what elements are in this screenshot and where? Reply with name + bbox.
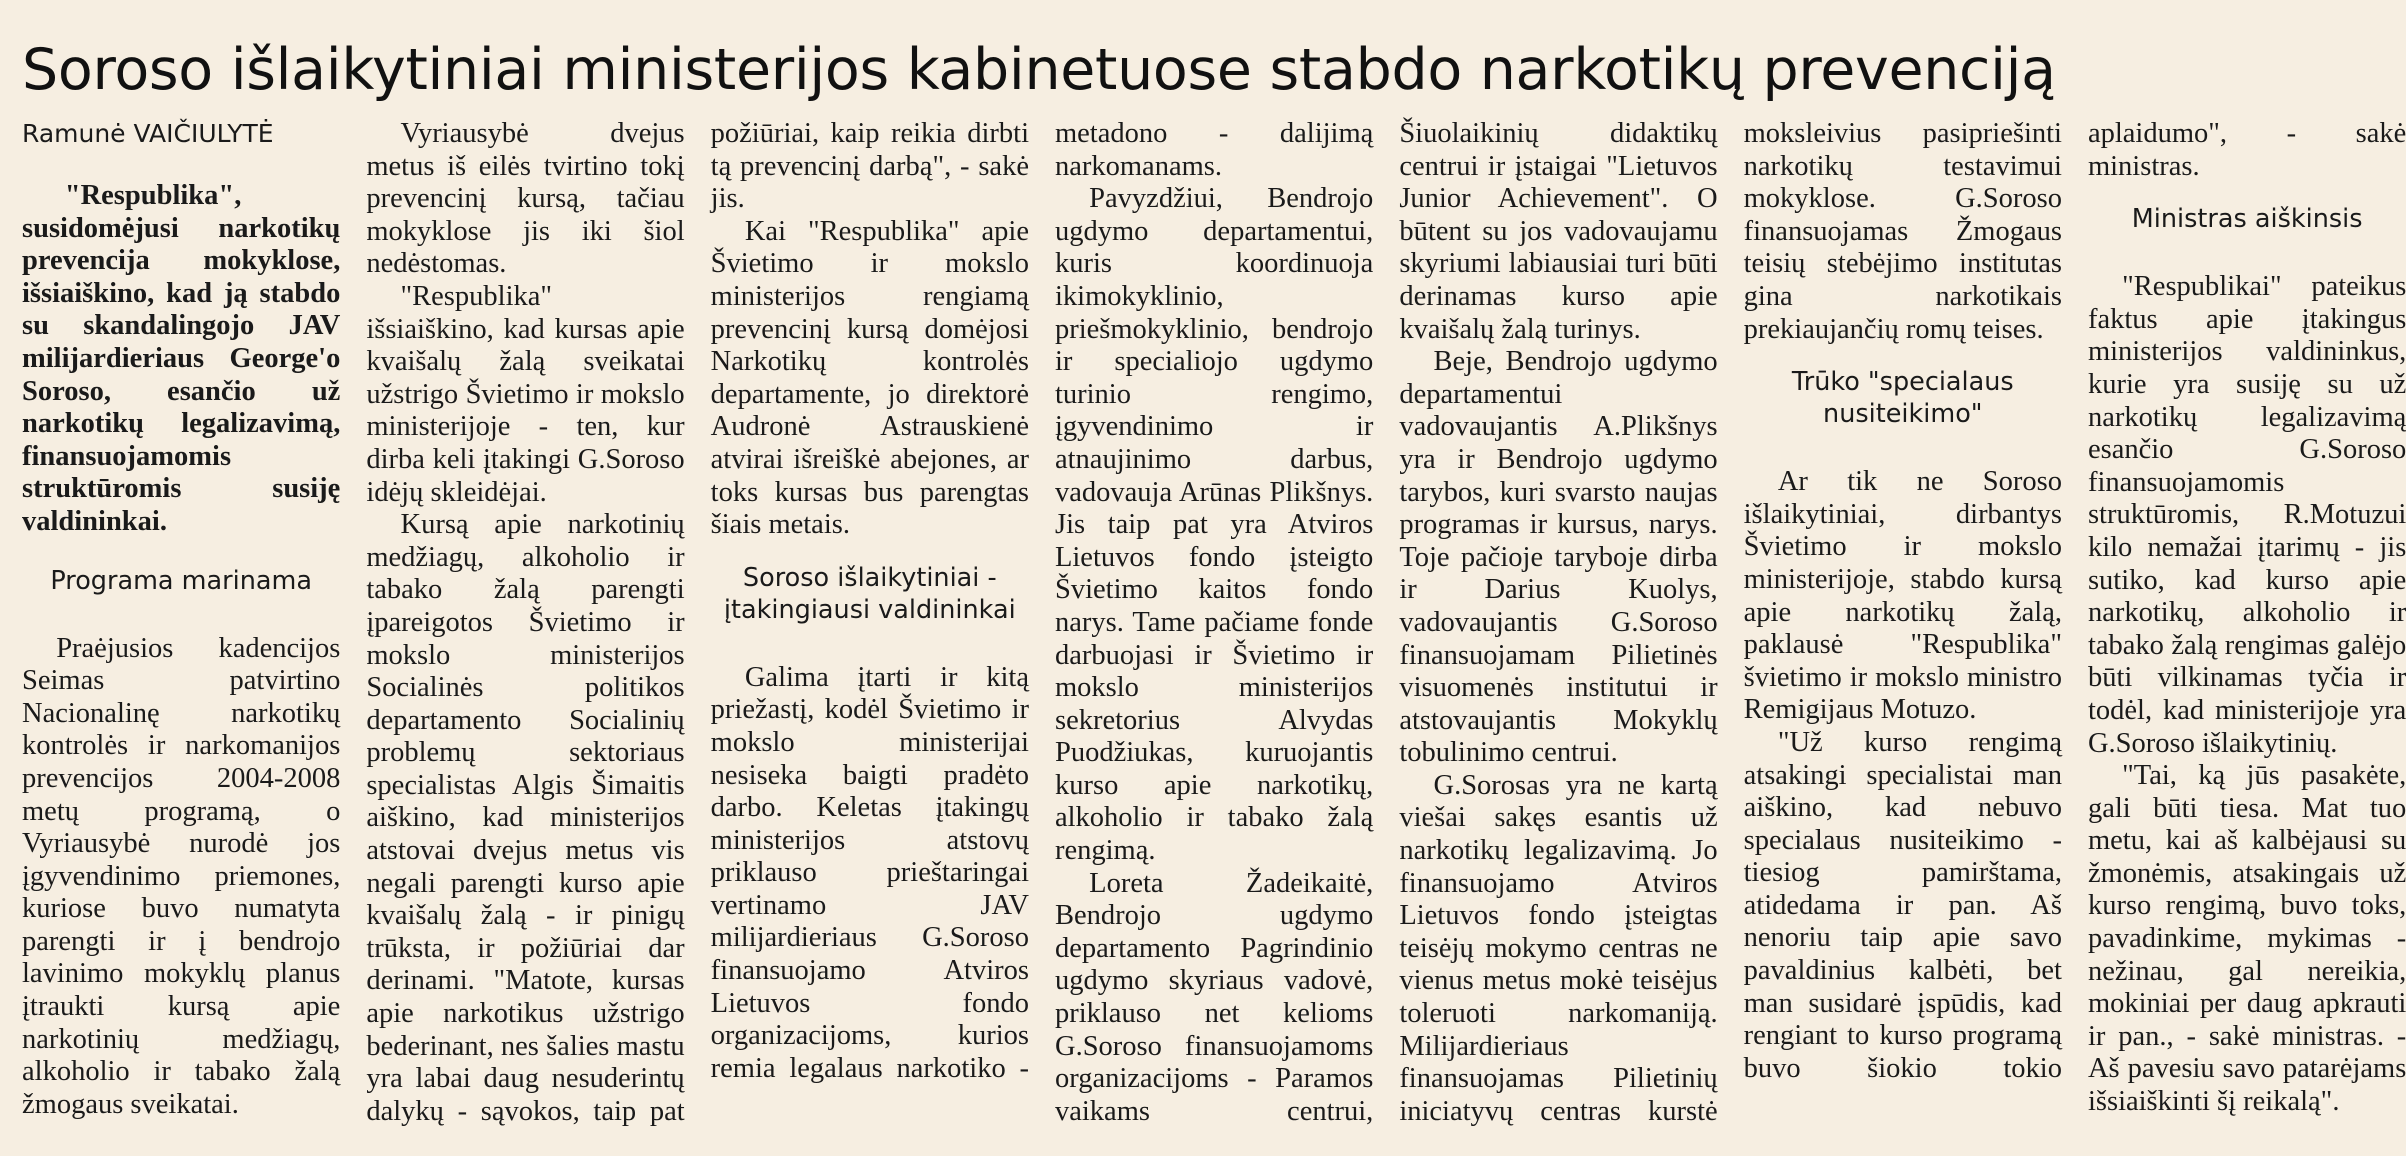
paragraph: Kursą apie narkotinių medžiagų, alkoholio ir tabako žalą parengti įpareigotos Švietimo ir mokslo ministerijos Socialinės politikos departamento Socialinių problemų sektoriaus specialistas Algis Šimaitis aiškino, kad ministerijos atstovai dvejus metus vis negali parengti kurso apie kvaišalų žalą - ir pinigų trūksta, ir požiūriai dar derinami. "Matote, kursas apie narkotikus užstrigo bederinant, nes šalies mastu yra labai daug nesuderintų dalykų - sąvokos, taip pat požiūriai, kaip reikia dirbti tą prevencinį darbą", - sakė jis.	[366, 118, 1029, 1127]
paragraph: "Tai, ką jūs pasakėte, gali būti tiesa. Mat tuo metu, kai aš kalbėjausi su žmonėmis, atsakingais už kurso rengimą, buvo toks, pavadinkime, mykimas - nežinau, gal nereikia, mokiniai per daug apkrauti ir pan., - sakė ministras. - Aš pavesiu savo patarėjams išsiaiškinti šį reikalą".	[2087, 760, 2406, 1118]
byline	[22, 118, 340, 150]
paragraph: Pavyzdžiui, Bendrojo ugdymo departamentui, kuris koordinuoja ikimokyklinio, priešmokyklinio, bendrojo ir specialiojo ugdymo turinio rengimo, įgyvendinimo ir atnaujinimo darbus, vadovauja Arūnas Plikšnys. Jis taip pat yra Atviros Lietuvos fondo įsteigto Švietimo kaitos fondo narys. Tame pačiame fonde darbuojasi ir Švietimo ir mokslo ministerijos sekretorius Alvydas Puodžiukas, kuruojantis kurso apie narkotikų, alkoholio ir tabako žalą rengimą.	[1054, 183, 1374, 867]
paragraph: Ar tik ne Soroso išlaikytiniai, dirbantys Švietimo ir mokslo ministerijoje, stabdo kursą apie narkotikų žalą, paklausė "Respublika" švietimo ir mokslo ministro Remigijaus Motuzo.	[1743, 466, 2062, 726]
paragraph: G.Sorosas yra ne kartą viešai sakęs esantis už narkotikų legalizavimą. Jo finansuojamo Atviros Lietuvos fondo įsteigtas teisėjų mokymo centras ne vienus metus mokė teisėjus toleruoti narkomaniją. Milijardieriaus finansuojamas Pilietinių iniciatyvų centras kurstė moksleivius pasipriešinti narkotikų testavimui mokyklose. G.Soroso finansuojamas Žmogaus teisių stebėjimo institutas gina narkotikais prekiaujančių romų teises.	[1399, 118, 2062, 1127]
paragraph: Vyriausybė dvejus metus iš eilės tvirtino tokį prevencinį kursą, tačiau mokyklose jis iki šiol nedėstomas.	[366, 118, 685, 280]
lead-paragraph: "Respublika", susidomėjusi narkotikų prevencija mokyklose, išsiaiškino, kad ją stabdo su skandalingojo JAV milijardieriaus George'o Soroso, esančio už narkotikų legalizavimą, finansuojamomis struktūromis susiję valdininkai.	[22, 180, 341, 537]
paragraph: "Už kurso rengimą atsakingi specialistai man aiškino, kad nebuvo specialaus nusiteikimo - tiesiog pamirštama, atidedama ir pan. Aš nenoriu taip apie savo pavaldinius kalbėti, bet man susidarė įspūdis, kad rengiant to kurso programą buvo šiokio tokio aplaidumo", - sakė ministras.	[1743, 118, 2406, 1084]
paragraph: Galima įtarti ir kitą priežastį, kodėl Švietimo ir mokslo ministerijai nesiseka baigti pradėto darbo. Keletas įtakingų ministerijos atstovų priklauso prieštaringai vertinamo JAV milijardieriaus G.Soroso finansuojamo Atviros Lietuvos fondo organizacijoms, kurios remia legalaus narkotiko - metadono - dalijimą narkomanams.	[710, 118, 1374, 1084]
headline: Soroso išlaikytiniai ministerijos kabinetuose stabdo narkotikų prevenciją	[22, 37, 2056, 103]
subhead-truko-nusiteikimo: Trūko "specialaus nusiteikimo"	[1791, 367, 2014, 430]
subhead-soroso-islaikytiniai: Soroso išlaikytiniai - įtakingiausi valdininkai	[723, 562, 1016, 625]
subhead-ministras-aiskinsis: Ministras aiškinsis	[2131, 204, 2363, 235]
paragraph: "Respublikai" pateikus faktus apie įtakingus ministerijos valdininkus, kurie yra susiję su už narkotikų legalizavimą esančio G.Soroso finansuojamomis struktūromis, R.Motuzui kilo nemažai įtarimų - jis sutiko, kad kurso apie narkotikų, alkoholio ir tabako žalą rengimas galėjo būti vilkinamas tyčia ir todėl, kad ministerijoje yra G.Soroso išlaikytinių.	[2087, 271, 2406, 759]
paragraph: Loreta Žadeikaitė, Bendrojo ugdymo departamento Pagrindinio ugdymo skyriaus vadovė, priklauso net kelioms G.Soroso finansuojamoms organizacijoms - Paramos vaikams centrui, Šiuolaikinių didaktikų centrui ir įstaigai "Lietuvos Junior Achievement". O būtent su jos vadovaujamu skyriumi labiausiai turi būti derinamas kurso apie kvaišalų žalą turinys.	[1054, 118, 1718, 1127]
paragraph: "Respublika" išsiaiškino, kad kursas apie kvaišalų žalą sveikatai užstrigo Švietimo ir mokslo ministerijoje - ten, kur dirba keli įtakingi G.Soroso idėjų skleidėjai.	[366, 280, 685, 508]
paragraph: Beje, Bendrojo ugdymo departamentui vadovaujantis A.Plikšnys yra ir Bendrojo ugdymo tarybos, kuri svarsto naujas programas ir kursus, narys. Toje pačioje taryboje dirba ir Darius Kuolys, vadovaujantis G.Soroso finansuojamam Pilietinės visuomenės institutui ir atstovaujantis Mokyklų tobulinimo centrui.	[1399, 346, 1718, 769]
subhead-programa-marinama: Programa marinama	[50, 565, 312, 596]
paragraph: Kai "Respublika" apie Švietimo ir mokslo ministerijos rengiamą prevencinį kursą domėjosi Narkotikų kontrolės departamente, jo direktorė Audronė Astrauskienė atvirai išreiškė abejones, ar toks kursas bus parengtas šiais metais.	[710, 215, 1029, 541]
byline-first-name: Ramunė	[22, 119, 126, 148]
paragraph: Praėjusios kadencijos Seimas patvirtino Nacionalinę narkotikų kontrolės ir narkomanijos prevencijos 2004-2008 metų programą, o Vyriausybė nurodė jos įgyvendinimo priemones, kuriose buvo numatyta parengti ir į bendrojo lavinimo mokyklų planus įtraukti kursą apie narkotinių medžiagų, alkoholio ir tabako žalą žmogaus sveikatai.	[22, 632, 341, 1120]
byline-last-name: VAIČIULYTĖ	[133, 119, 274, 148]
article-body	[22, 118, 2406, 1148]
